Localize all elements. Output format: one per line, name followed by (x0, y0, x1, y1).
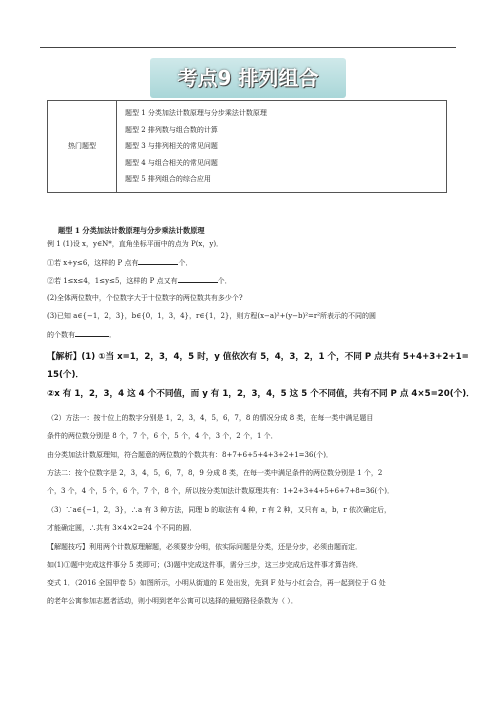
analysis-line: （2）方法一：按十位上的数字分别是 1，2，3，4，5，6，7，8 的情况分成 8 类，在每一类中满足题目 (47, 414, 374, 422)
answer-blank (75, 328, 109, 337)
header-rule (40, 47, 456, 48)
analysis-line: 方法二：按个位数字是 2，3，4，5，6，7，8，9 分成 8 类，在每一类中满足条件的两位数分别是 1 个，2 (47, 469, 383, 477)
page-title: 考点9 排列组合 (177, 66, 319, 90)
topic-item: 题型 5 排列组合的综合应用 (125, 175, 211, 183)
analysis-line: （3）∵a∈{−1，2，3}，∴a 有 3 种方法，同理 b 的取法有 4 种，r 有 2 种，又只有 a，b，r 依次确定后， (47, 506, 392, 514)
example-line: (3)已知 a∈{−1，2，3}，b∈{0，1，3，4}，r∈{1，2}，则方程(x−a)²+(y−b)²=r²所表示的不同的圆 (47, 312, 377, 320)
tips-line: 的老年公寓参加志愿者活动，则小明到老年公寓可以选择的最短路径条数为（ ）． (47, 597, 298, 605)
tips-line: 变式 1．（2016 全国甲卷 5）如图所示，小明从街道的 E 处出发，先到 F 处与小红会合，再一起到位于 G 处 (47, 579, 386, 587)
topic-table (47, 100, 447, 193)
analysis-line: 【解析】(1) ①当 x=1，2，3，4，5 时，y 值依次有 5，4，3，2，1 个，不同 P 点共有 5+4+3+2+1= (47, 352, 469, 362)
topic-item: 题型 4 与组合相关的常见问题 (125, 158, 218, 167)
analysis-line: 由分类加法计数原理知，符合题意的两位数的个数共有：8+7+6+5+4+3+2+1=36(个)． (47, 451, 333, 459)
topic-item: 题型 3 与排列相关的常见问题 (125, 142, 218, 150)
tips-line: 【解题技巧】利用两个计数原理解题，必须要步分明，依实际问题是分类，还是分步，必须由题而定． (47, 543, 362, 551)
example-line: 的个数有 ． (47, 328, 457, 341)
example-line: ①若 x+y≤6，这样的 P 点有 个． (47, 256, 457, 269)
section-heading: 题型 1 分类加法计数原理与分步乘法计数原理 (58, 226, 205, 235)
example-line: (2)全体两位数中，个位数字大于十位数字的两位数共有多少个? (47, 294, 243, 302)
analysis-line: 条件的两位数分别是 8 个，7 个，6 个，5 个，4 个，3 个，2 个，1 个． (47, 432, 278, 440)
analysis-line: 才能确定圆，∴共有 3×4×2=24 个不同的圆． (47, 524, 197, 532)
topic-item: 题型 1 分类加法计数原理与分步乘法计数原理 (125, 109, 267, 117)
analysis-line: 15(个)． (47, 370, 85, 380)
analysis-line: 个，3 个，4 个，5 个，6 个，7 个，8 个，所以按分类加法计数原理共有：1+2+3+4+5+6+7+8=36(个)． (47, 487, 394, 495)
analysis-line: ②x 有 1，2，3，4 这 4 个不同值，而 y 有 1，2，3，4，5 这 5 个不同值，共有不同 P 点 4×5=20(个)． (47, 389, 475, 399)
example-line: 例 1 (1)设 x，y∈N*，直角坐标平面中的点为 P(x，y)． (47, 240, 224, 248)
answer-blank (138, 256, 178, 265)
topic-list (117, 101, 447, 193)
topic-item: 题型 2 排列数与组合数的计算 (125, 125, 218, 134)
example-line: ②若 1≤x≤4，1≤y≤5，这样的 P 点又有 个． (47, 274, 457, 287)
answer-blank (178, 274, 218, 283)
topic-table-head: 热门题型 (48, 101, 117, 193)
title-banner (150, 58, 346, 98)
tips-line: 如(1)①题中完成这件事分 5 类即可；(3)题中完成这件事，需分三步，这三步完成后这件事才算告终． (47, 561, 363, 569)
